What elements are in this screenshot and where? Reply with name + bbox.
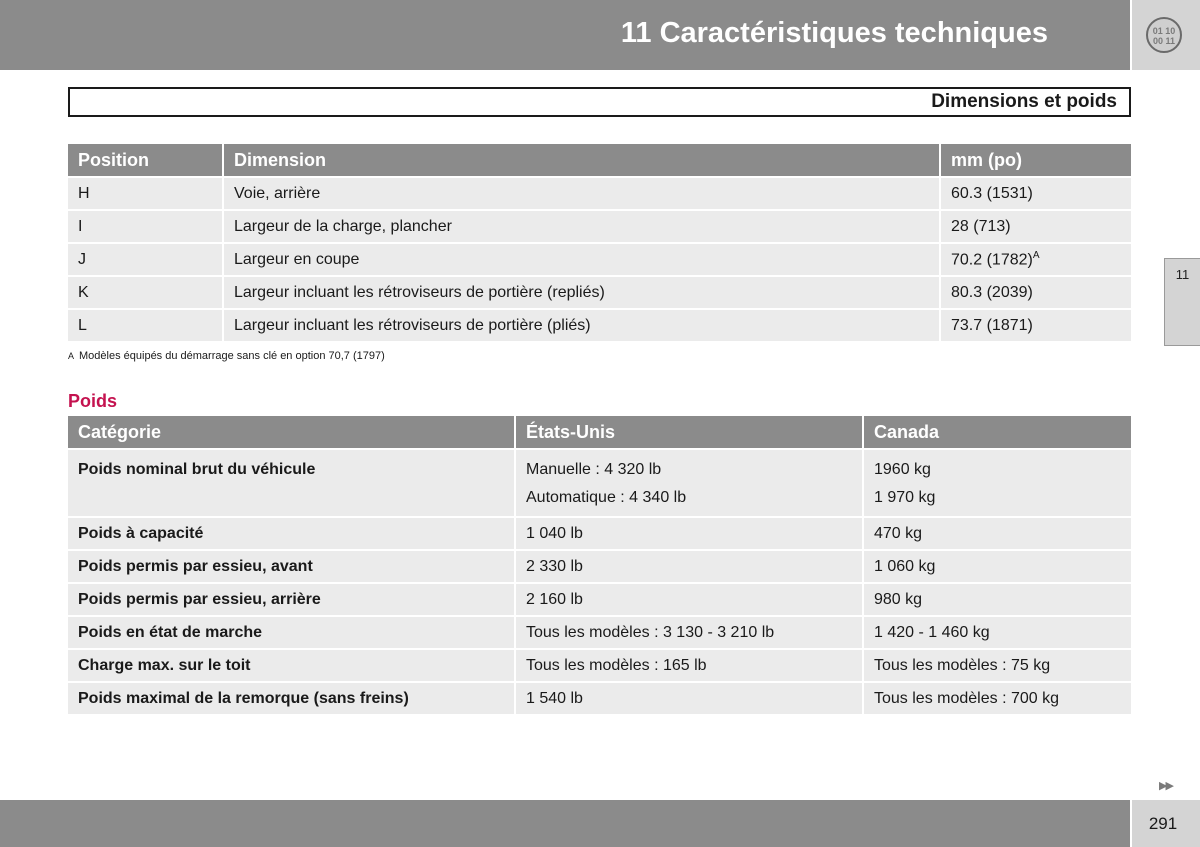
section-title: Dimensions et poids (931, 91, 1117, 112)
table-row (68, 277, 1131, 310)
column-header: mm (po) (941, 144, 1131, 178)
dimension-cell: Largeur en coupe (224, 244, 941, 277)
canada-cell: Tous les modèles : 75 kg (864, 650, 1131, 683)
value-cell: 60.3 (1531) (941, 178, 1131, 211)
weights-table (68, 416, 1131, 716)
weights-heading: Poids (68, 391, 118, 411)
us-value: Manuelle : 4 320 lb (526, 461, 662, 478)
category-cell: Charge max. sur le toit (68, 650, 516, 683)
canada-value: 1 970 kg (874, 489, 936, 506)
side-tab-label: 11 (1175, 267, 1190, 282)
dimensions-table (68, 144, 1131, 343)
table-row (68, 310, 1131, 343)
table-row (68, 211, 1131, 244)
header-corner (1132, 0, 1200, 70)
category-cell: Poids à capacité (68, 518, 516, 551)
position-cell: J (68, 244, 224, 277)
category-text: Poids nominal brut du véhicule (78, 461, 316, 478)
footnote-mark: A (68, 351, 75, 361)
page-number: 291 (1148, 814, 1178, 833)
dimension-cell: Voie, arrière (224, 178, 941, 211)
canada-cell (864, 450, 1131, 518)
us-cell: Tous les modèles : 3 130 - 3 210 lb (516, 617, 864, 650)
category-cell: Poids permis par essieu, arrière (68, 584, 516, 617)
table-row (68, 617, 1131, 650)
us-cell: 2 160 lb (516, 584, 864, 617)
canada-cell: 1 420 - 1 460 kg (864, 617, 1131, 650)
us-cell: 1 540 lb (516, 683, 864, 716)
dimension-cell: Largeur incluant les rétroviseurs de portière (pliés) (224, 310, 941, 343)
position-cell: I (68, 211, 224, 244)
footnote-reference[interactable]: A (1032, 249, 1040, 261)
value-cell: 73.7 (1871) (941, 310, 1131, 343)
dimension-cell: Largeur incluant les rétroviseurs de portière (repliés) (224, 277, 941, 310)
badge-bottom-text: 00 11 (1152, 36, 1176, 46)
us-cell: Tous les modèles : 165 lb (516, 650, 864, 683)
footer-bar (0, 800, 1130, 847)
chapter-side-tab[interactable] (1164, 258, 1200, 346)
column-header: États-Unis (516, 416, 864, 450)
chapter-title: 11 Caractéristiques techniques (620, 17, 1048, 49)
value-cell (941, 244, 1131, 277)
us-cell: 1 040 lb (516, 518, 864, 551)
value-cell: 80.3 (2039) (941, 277, 1131, 310)
table-row (68, 683, 1131, 716)
us-cell (516, 450, 864, 518)
us-cell: 2 330 lb (516, 551, 864, 584)
table-header-row (68, 416, 1131, 450)
canada-cell: Tous les modèles : 700 kg (864, 683, 1131, 716)
next-page-arrows-icon[interactable]: ▶▶ (1159, 780, 1172, 792)
table-row (68, 584, 1131, 617)
column-header: Catégorie (68, 416, 516, 450)
position-cell: L (68, 310, 224, 343)
footnote-text: Modèles équipés du démarrage sans clé en option 70,7 (1797) (79, 350, 385, 362)
table-header-row (68, 144, 1131, 178)
category-cell: Poids maximal de la remorque (sans freins) (68, 683, 516, 716)
table-row (68, 178, 1131, 211)
table-row (68, 650, 1131, 683)
category-cell: Poids en état de marche (68, 617, 516, 650)
canada-cell: 980 kg (864, 584, 1131, 617)
canada-cell: 1 060 kg (864, 551, 1131, 584)
table-row (68, 450, 1131, 518)
canada-cell: 470 kg (864, 518, 1131, 551)
position-cell: K (68, 277, 224, 310)
table-row (68, 518, 1131, 551)
dimension-cell: Largeur de la charge, plancher (224, 211, 941, 244)
section-title-box (68, 87, 1131, 117)
canada-value: 1960 kg (874, 461, 931, 478)
value-text: 70.2 (1782) (951, 251, 1033, 269)
badge-top-text: 01 10 (1152, 26, 1176, 36)
header-bar (0, 0, 1130, 70)
value-cell: 28 (713) (941, 211, 1131, 244)
position-cell: H (68, 178, 224, 211)
table-row (68, 551, 1131, 584)
column-header: Dimension (224, 144, 941, 178)
category-cell (68, 450, 516, 518)
footnote (68, 350, 385, 362)
column-header: Position (68, 144, 224, 178)
chapter-badge-icon (1146, 17, 1182, 53)
us-value: Automatique : 4 340 lb (526, 489, 687, 506)
column-header: Canada (864, 416, 1131, 450)
table-row (68, 244, 1131, 277)
category-cell: Poids permis par essieu, avant (68, 551, 516, 584)
